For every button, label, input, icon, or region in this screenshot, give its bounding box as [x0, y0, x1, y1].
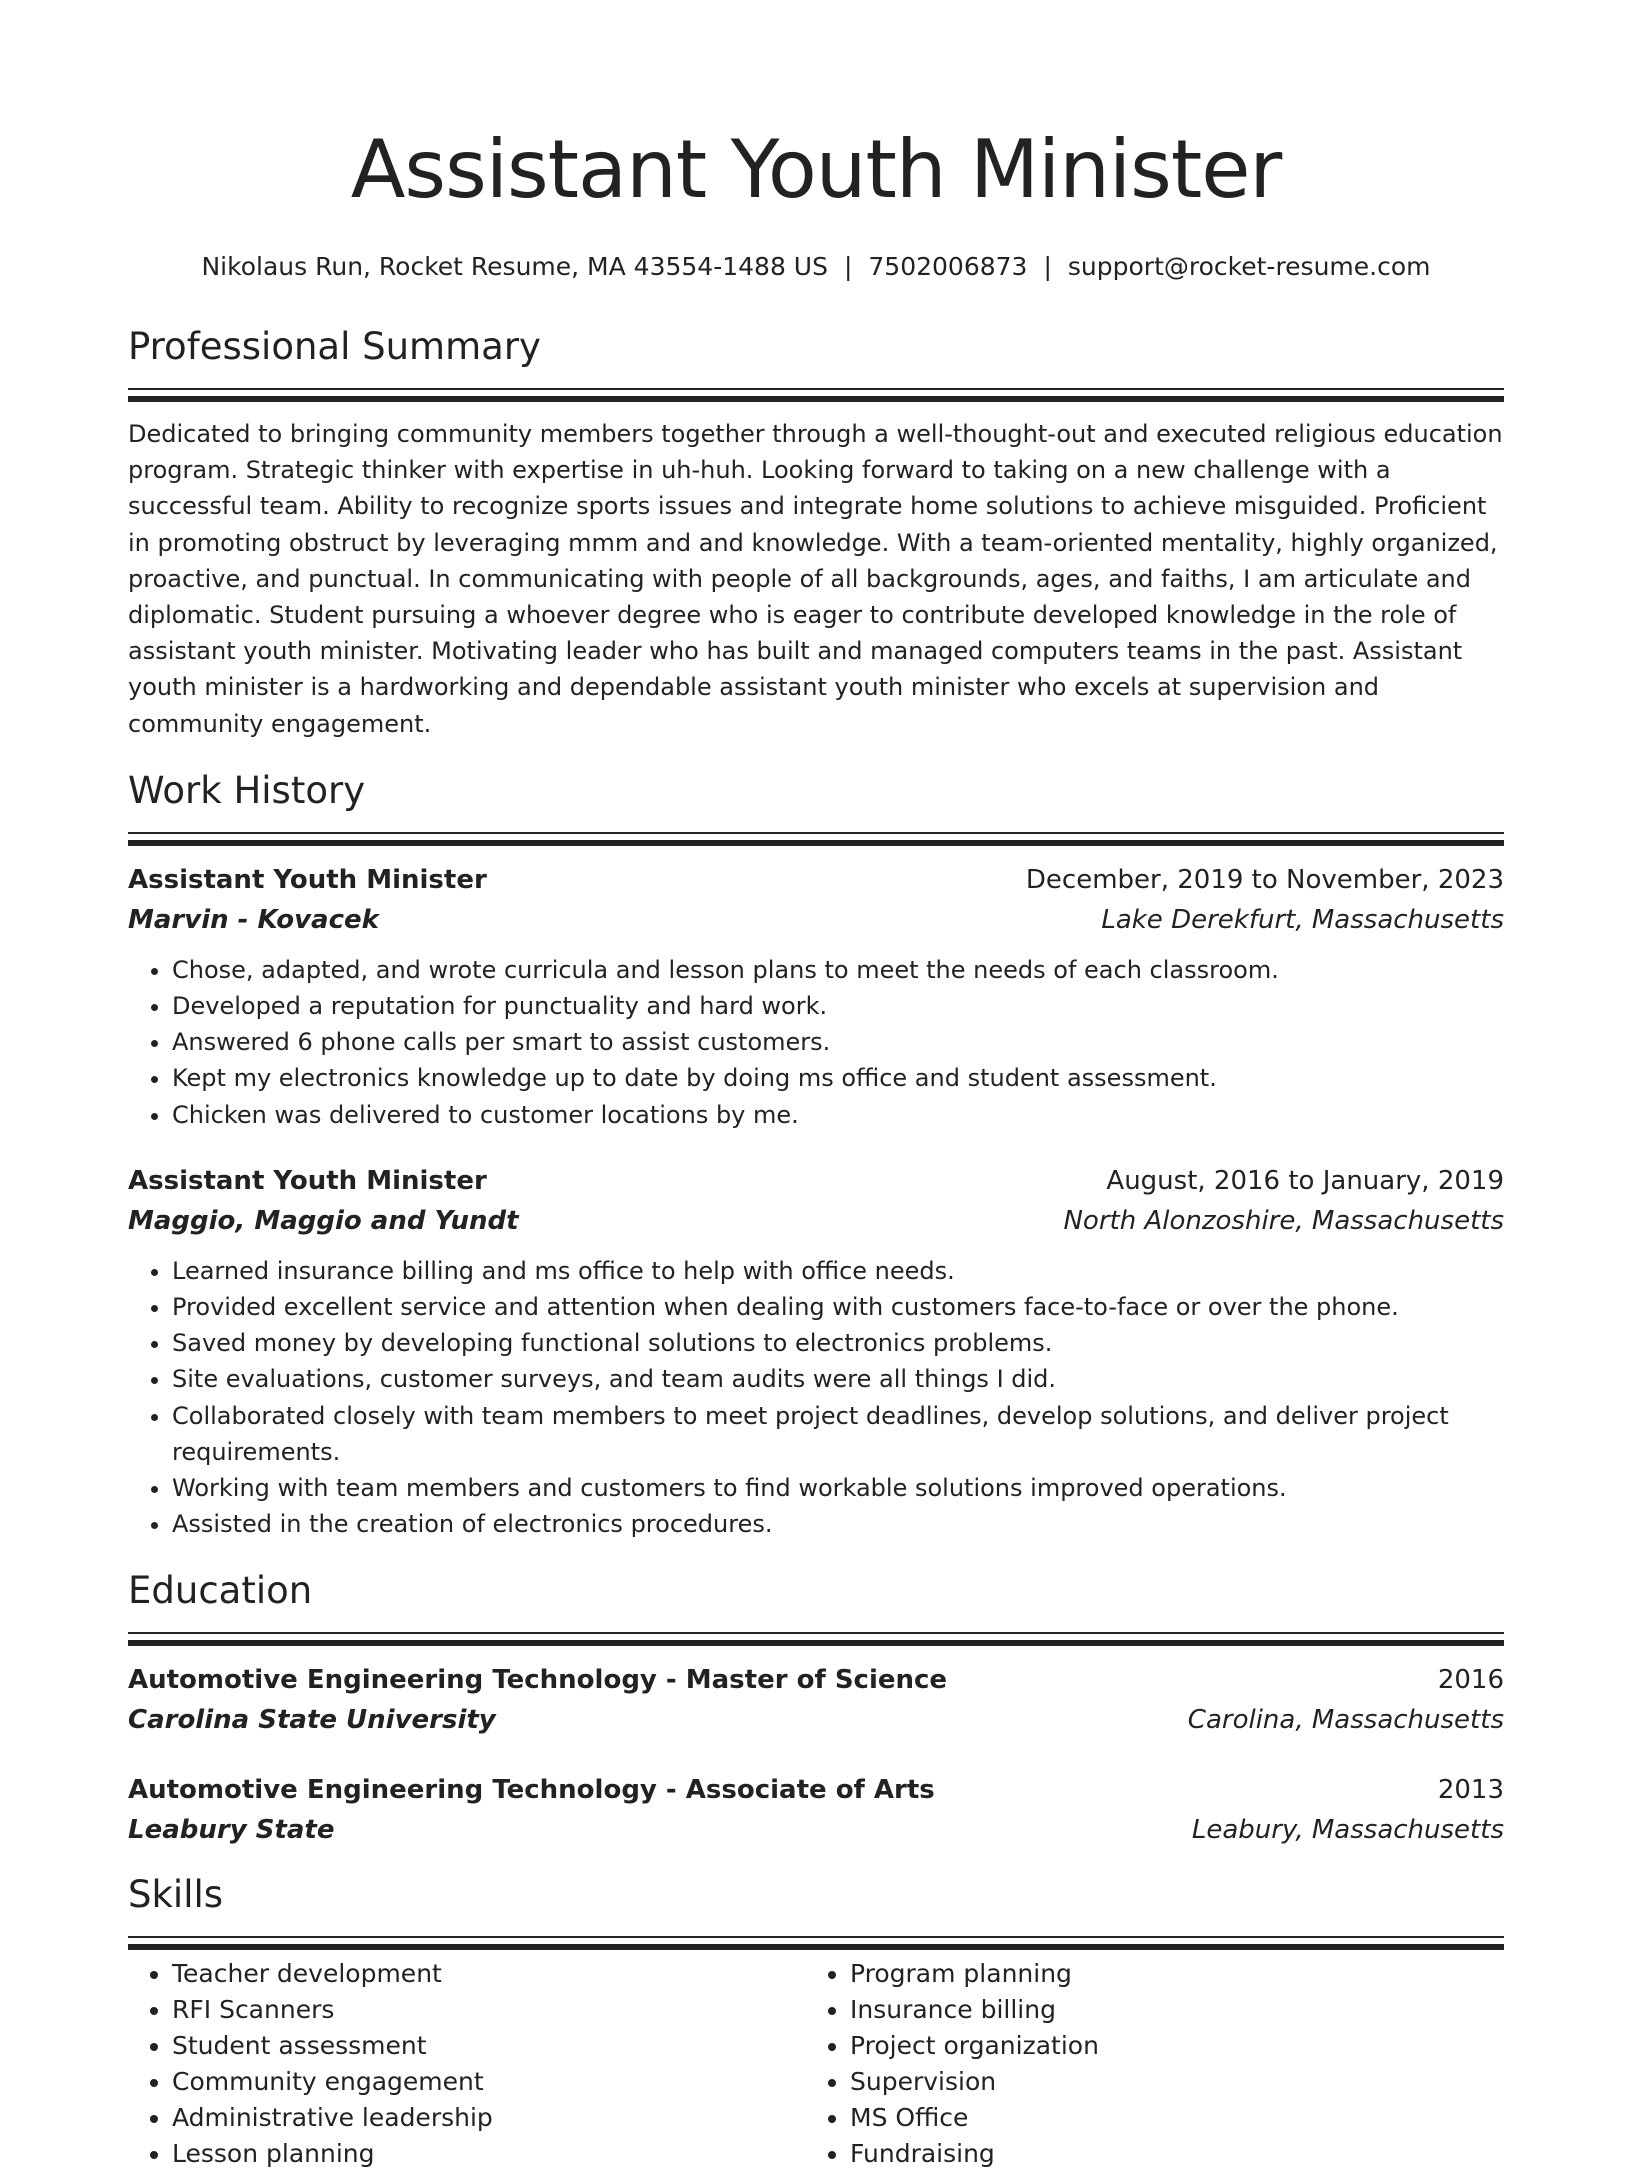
list-item: • Developed a reputation for punctuality and hard work. [172, 988, 1504, 1024]
list-item: • Collaborated closely with team members to meet project deadlines, develop solutions, and deliver project requirements. [172, 1398, 1504, 1470]
job-company: Marvin - Kovacek [128, 904, 379, 935]
job-bullets [128, 952, 1504, 1133]
list-item: • Learned insurance billing and ms office to help with office needs. [172, 1253, 1504, 1289]
job-location: Lake Derekfurt, Massachusetts [1101, 904, 1504, 935]
skill-item: • Teacher development [172, 1956, 806, 1992]
skill-item: • Administrative leadership [172, 2100, 806, 2136]
section-divider [128, 832, 1504, 846]
graduation-year: 2016 [1437, 1665, 1504, 1696]
education-entry [128, 1660, 1504, 1740]
contact-email: support@rocket-resume.com [1067, 252, 1431, 281]
skill-item: • Lesson planning [172, 2136, 806, 2172]
graduation-year: 2013 [1437, 1775, 1504, 1806]
list-item: • Site evaluations, customer surveys, and team audits were all things I did. [172, 1361, 1504, 1397]
education-section [128, 1568, 1504, 1850]
section-heading-education: Education [128, 1569, 313, 1613]
contact-separator: | [843, 252, 853, 281]
job-title: Assistant Youth Minister [128, 1165, 487, 1196]
skill-item: • Project organization [850, 2028, 1484, 2064]
job-location: North Alonzoshire, Massachusetts [1063, 1205, 1504, 1236]
list-item: • Assisted in the creation of electronics procedures. [172, 1506, 1504, 1542]
list-item: • Kept my electronics knowledge up to date by doing ms office and student assessment. [172, 1060, 1504, 1096]
list-item: • Chose, adapted, and wrote curricula and lesson plans to meet the needs of each classroom. [172, 952, 1504, 988]
skill-item: • Community engagement [172, 2064, 806, 2100]
contact-separator: | [1043, 252, 1052, 281]
skills-list-left [128, 1956, 806, 2172]
degree-name: Automotive Engineering Technology - Master of Science [128, 1665, 948, 1696]
skill-item: • Insurance billing [850, 1992, 1484, 2028]
list-item: • Saved money by developing functional solutions to electronics problems. [172, 1325, 1504, 1361]
skills-section [128, 1872, 1504, 2172]
school-location: Leabury, Massachusetts [1191, 1815, 1504, 1846]
work-section [128, 768, 1504, 1543]
section-divider [128, 1936, 1504, 1950]
education-entry [128, 1770, 1504, 1850]
skill-item: • RFI Scanners [172, 1992, 806, 2028]
summary-text: Dedicated to bringing community members together through a well-thought-out and executed religious education program. Strategic thinker with expertise in uh-huh. Looking forward to taking on a new challenge with a successful team. Ability to recognize sports issues and integrate home solutions to achieve misguided. Proficient in promoting obstruct by leveraging mmm and and knowledge. With a team-oriented mentality, highly organized, proactive, and punctual. In communicating with people of all backgrounds, ages, and faiths, I am articulate and diplomatic. Student pursuing a whoever degree who is eager to contribute developed knowledge in the role of assistant youth minister. Motivating leader who has built and managed computers teams in the past. Assistant youth minister is a hardworking and dependable assistant youth minister who excels at supervision and community engagement. [128, 420, 1503, 738]
skill-item: • Student assessment [172, 2028, 806, 2064]
school-name: Leabury State [128, 1815, 335, 1846]
section-heading-skills: Skills [128, 1873, 224, 1917]
school-name: Carolina State University [128, 1705, 496, 1736]
skill-item: • MS Office [850, 2100, 1484, 2136]
section-divider [128, 388, 1504, 402]
list-item: • Working with team members and customers to find workable solutions improved operations. [172, 1470, 1504, 1506]
job-company: Maggio, Maggio and Yundt [128, 1205, 519, 1236]
contact-phone: 7502006873 [868, 252, 1028, 281]
section-heading-work: Work History [128, 768, 366, 812]
contact-address: Nikolaus Run, Rocket Resume, MA 43554-1488 US [201, 252, 828, 281]
skill-item: • Program planning [850, 1956, 1484, 1992]
resume-page [128, 0, 1504, 2172]
resume-title: Assistant Youth Minister [350, 123, 1282, 216]
job-bullets [128, 1253, 1504, 1543]
job-dates: August, 2016 to January, 2019 [1106, 1165, 1504, 1196]
contact-line [128, 252, 1504, 282]
job-dates: December, 2019 to November, 2023 [1025, 864, 1504, 895]
skill-item: • Supervision [850, 2064, 1484, 2100]
section-heading-summary: Professional Summary [128, 325, 541, 368]
section-divider [128, 1632, 1504, 1646]
school-location: Carolina, Massachusetts [1187, 1705, 1504, 1736]
skills-list-right [806, 1956, 1484, 2172]
skills-columns [128, 1950, 1504, 2172]
job-title: Assistant Youth Minister [128, 864, 487, 895]
list-item: • Chicken was delivered to customer locations by me. [172, 1097, 1504, 1133]
list-item: • Answered 6 phone calls per smart to assist customers. [172, 1024, 1504, 1060]
skill-item: • Fundraising [850, 2136, 1484, 2172]
summary-section [128, 324, 1504, 742]
degree-name: Automotive Engineering Technology - Associate of Arts [128, 1775, 935, 1806]
job-entry [128, 860, 1504, 1133]
list-item: • Provided excellent service and attention when dealing with customers face-to-face or over the phone. [172, 1289, 1504, 1325]
job-entry [128, 1161, 1504, 1543]
